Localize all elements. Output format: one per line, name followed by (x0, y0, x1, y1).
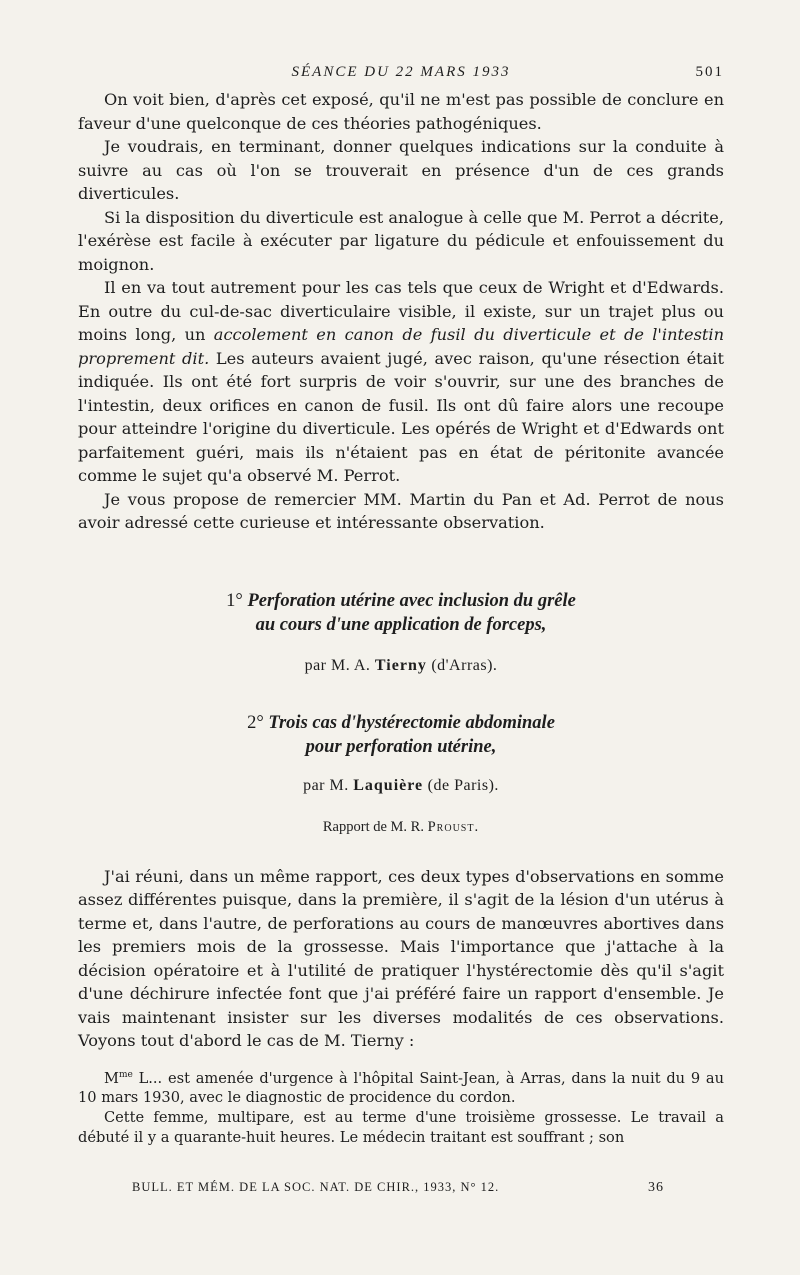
report-body (78, 865, 724, 1053)
paragraph: Cette femme, multipare, est au terme d'une troisième grossesse. Le travail a débuté il y a quarante-huit heures. Le médecin traitant est souffrant ; son (78, 1109, 724, 1147)
report-credit: Rapport de M. R. Proust. (322, 818, 480, 835)
journal-citation: BULL. ET MÉM. DE LA SOC. NAT. DE CHIR., 1933, N° 12. (132, 1180, 500, 1194)
article-heading-2 (78, 711, 724, 797)
paragraph: On voit bien, d'après cet exposé, qu'il ne m'est pas possible de conclure en faveur d'une quelconque de ces théories pathogéniques. (78, 90, 724, 133)
paragraph: Je voudrais, en terminant, donner quelques indications sur la conduite à suivre au cas où l'on se trouverait en présence d'un de ces grands diverticules. (78, 137, 724, 203)
article-byline: par M. A. Tierny (d'Arras). (304, 656, 498, 674)
paragraph: J'ai réuni, dans un même rapport, ces deux types d'observations en somme assez différentes puisque, dans la première, il s'agit de la lésion d'un utérus à terme et, dans l'autre, de perforations au cours de manœuvres abortives dans les premiers mois de la grossesse. Mais l'importance que j'attache à la décision opératoire et à l'utilité de pratiquer l'hystérectomie dès qu'il s'agit d'une déchirure infectée font que j'ai préféré faire un rapport d'ensemble. Je vais maintenant insister sur les diverses modalités de ces observations. Voyons tout d'abord le cas de M. Tierny : (78, 866, 724, 1050)
signature-mark: 36 (648, 1180, 664, 1195)
report-continuation (78, 88, 724, 535)
page-number: 501 (695, 64, 724, 80)
document-page (78, 58, 724, 1148)
running-header (78, 58, 724, 88)
paragraph: Si la disposition du diverticule est analogue à celle que M. Perrot a décrite, l'exérèse est facile à exécuter par ligature du pédicule et enfouissement du moignon. (78, 207, 725, 274)
running-title: SÉANCE DU 22 MARS 1933 (291, 64, 511, 80)
article-byline: par M. Laquière (de Paris). (303, 776, 499, 794)
case-observation (78, 1065, 724, 1149)
author-name: Laquière (353, 776, 424, 794)
author-name: Tierny (374, 656, 427, 674)
article-heading-1 (78, 589, 724, 677)
emphasis: accolement en canon de fusil du diverticule et de l'intestin proprement dit. (78, 325, 724, 368)
paragraph: $M^{me}$ L... est amenée d'urgence à l'hôpital Saint-Jean, à Arras, dans la nuit du 9 au 10 mars 1930, avec le diagnostic de procidence du cordon. (78, 1069, 724, 1107)
paragraph: Je vous propose de remercier MM. Martin du Pan et Ad. Perrot de nous avoir adressé cette curieuse et intéressante observation. (78, 489, 724, 532)
reporter-name: Proust. (427, 818, 480, 835)
article-title: 2° Trois cas d'hystérectomie abdominale pour perforation utérine, (247, 712, 555, 757)
article-title: 1° Perforation utérine avec inclusion du grêle au cours d'une application de forceps, (226, 590, 576, 635)
paragraph: Il en va tout autrement pour les cas tels que ceux de Wright et d'Edwards. En outre du cul-de-sac diverticulaire visible, il existe, sur un trajet plus ou moins long, un accolement en canon de fusil du diverticule et de l'intestin proprement dit. Les auteurs avaient jugé, avec raison, qu'une résection était indiquée. Ils ont été fort surpris de voir s'ouvrir, sur une des branches de l'intestin, deux orifices en canon de fusil. Ils ont dû faire alors une recoupe pour atteindre l'origine du diverticule. Les opérés de Wright et d'Edwards ont parfaitement guéri, mais ils n'étaient pas en état de péritonite avancée comme le sujet qu'a observé M. Perrot. (78, 278, 724, 485)
